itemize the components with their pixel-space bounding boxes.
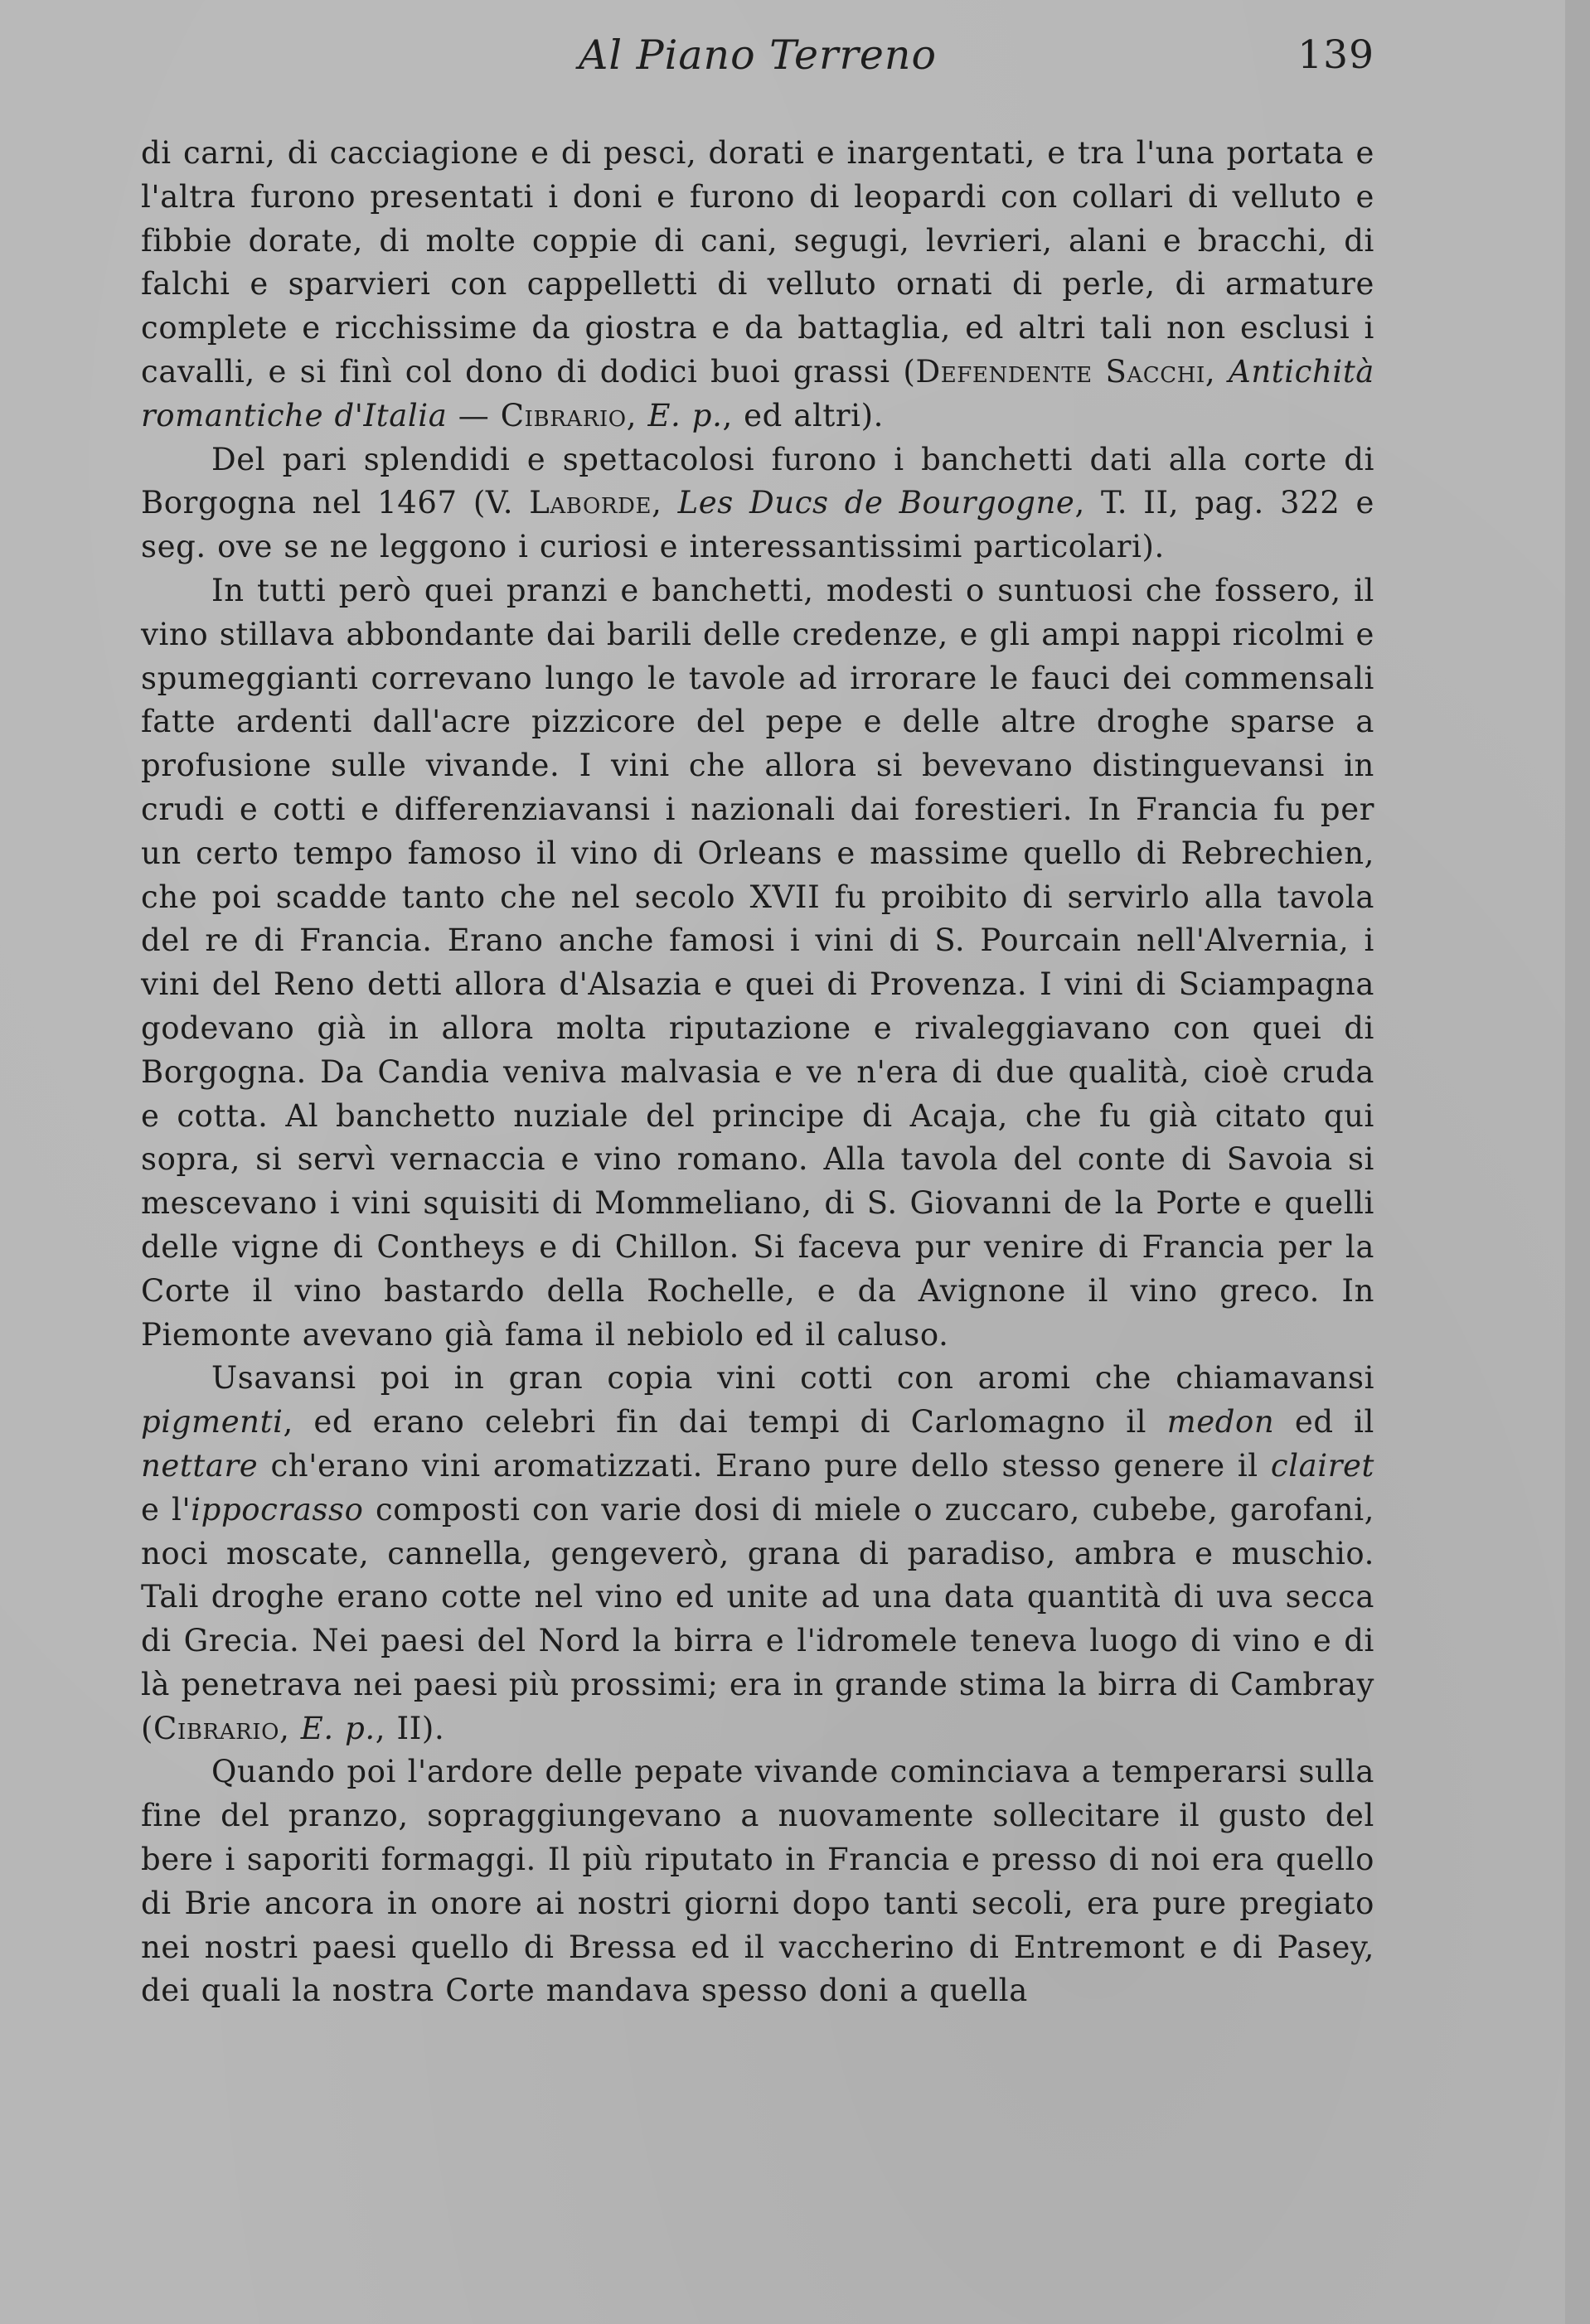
paragraph-1 xyxy=(141,132,1374,438)
text-run: ch'erano vini aromatizzati. Erano pure dello stesso genere il xyxy=(258,1447,1271,1484)
italic-term: medon xyxy=(1166,1404,1275,1440)
text-run: , T. II, pag. 322 e seg. ove se ne leggono i curiosi e interessantissimi particolari). xyxy=(141,485,1375,565)
paragraph-3 xyxy=(141,569,1374,1357)
page-header xyxy=(141,27,1374,85)
text-run: , ed erano celebri fin dai tempi di Carlomagno il xyxy=(283,1404,1167,1440)
author-name: Cibrario xyxy=(153,1710,280,1746)
work-title: E. p. xyxy=(300,1710,376,1746)
body-text xyxy=(141,132,1374,2013)
text-run: e l' xyxy=(141,1491,191,1528)
italic-term: ippocrasso xyxy=(191,1491,364,1528)
text-run: , II). xyxy=(375,1710,445,1746)
text-run: di carni, di cacciagione e di pesci, dorati e inargentati, e tra l'una portata e l'altra furono presentati i doni e furono di leopardi con collari di velluto e fibbie dorate, di molte coppie di cani, segugi, levrieri, alani e bracchi, di falchi e sparvieri con cappelletti di velluto ornati di perle, di armature complete e ricchissime da giostra e da battaglia, ed altri tali non esclusi i cavalli, e si finì col dono di dodici buoi grassi ( xyxy=(141,135,1374,390)
text-run: In tutti però quei pranzi e banchetti, modesti o suntuosi che fossero, il vino stillava abbondante dai barili delle credenze, e gli ampi nappi ricolmi e spumeggianti correvano lungo le tavole ad irrorare le fauci dei commensali fatte ardenti dall'acre pizzicore del pepe e delle altre droghe sparse a profusione sulle vivande. I vini che allora si bevevano distinguevansi in crudi e cotti e differenziavansi i nazionali dai forestieri. In Francia fu per un certo tempo famoso il vino di Orleans e massime quello di Rebrechien, che poi scadde tanto che nel secolo XVII fu proibito di servirlo alla tavola del re di Francia. Erano anche famosi i vini di S. Pourcain nell'Alvernia, i vini del Reno detti allora d'Alsazia e quei di Provenza. I vini di Sciampagna godevano già in allora molta riputazione e rivaleggiavano con quei di Borgogna. Da Candia veniva malvasia e ve n'era di due qualità, cioè cruda e cotta. Al banchetto nuziale del principe di Acaja, che fu già citato qui sopra, si servì vernaccia e vino romano. Alla tavola del conte di Savoia si mescevano i vini squisiti di Mommeliano, di S. Giovanni de la Porte e quelli delle vigne di Contheys e di Chillon. Si faceva pur venire di Francia per la Corte il vino bastardo della Rochelle, e da Avignone il vino greco. In Piemonte avevano già fama il nebiolo ed il caluso. xyxy=(141,572,1374,1353)
text-run: — xyxy=(447,397,501,433)
work-title: Antichità romantiche d'Italia xyxy=(141,353,1374,433)
text-run: , ed altri). xyxy=(722,397,884,433)
text-run: , xyxy=(626,397,648,433)
paragraph-5 xyxy=(141,1750,1374,2013)
text-run: ed il xyxy=(1274,1404,1374,1440)
running-title: Al Piano Terreno xyxy=(579,31,937,79)
author-name: Laborde xyxy=(529,485,652,521)
work-title: Les Ducs de Bourgogne xyxy=(677,485,1075,521)
italic-term: clairet xyxy=(1270,1447,1374,1484)
text-run: , xyxy=(652,485,678,521)
paragraph-2 xyxy=(141,438,1374,569)
text-run: Del pari splendidi e spettacolosi furono i banchetti dati alla corte di Borgogna nel 1467 (V. xyxy=(141,441,1374,521)
work-title: E. p. xyxy=(647,397,723,433)
page-number: 139 xyxy=(1297,32,1374,78)
author-name: Defendente Sacchi xyxy=(915,353,1205,390)
text-run: , xyxy=(279,1710,301,1746)
italic-term: nettare xyxy=(141,1447,259,1484)
italic-term: pigmenti xyxy=(141,1404,284,1440)
author-name: Cibrario xyxy=(500,397,627,433)
text-run: Usavansi poi in gran copia vini cotti con aromi che chiamavansi xyxy=(211,1360,1374,1397)
text-run: Quando poi l'ardore delle pepate vivande cominciava a temperarsi sulla fine del pranzo, sopraggiungevano a nuovamente sollecitare il gusto del bere i saporiti formaggi. Il più riputato in Francia e presso di noi era quello di Brie ancora in onore ai nostri giorni dopo tanti secoli, era pure pregiato nei nostri paesi quello di Bressa ed il vaccherino di Entremont e di Pasey, dei quali la nostra Corte mandava spesso doni a quella xyxy=(141,1754,1374,2009)
text-run: , xyxy=(1205,353,1229,390)
paragraph-4 xyxy=(141,1357,1374,1750)
text-run: composti con varie dosi di miele o zuccaro, cubebe, garofani, noci moscate, cannella, gengeverò, grana di paradiso, ambra e muschio. Tali droghe erano cotte nel vino ed unite ad una data quantità di uva secca di Grecia. Nei paesi del Nord la birra e l'idromele teneva luogo di vino e di là penetrava nei paesi più prossimi; era in grande stima la birra di Cambray ( xyxy=(141,1491,1374,1746)
